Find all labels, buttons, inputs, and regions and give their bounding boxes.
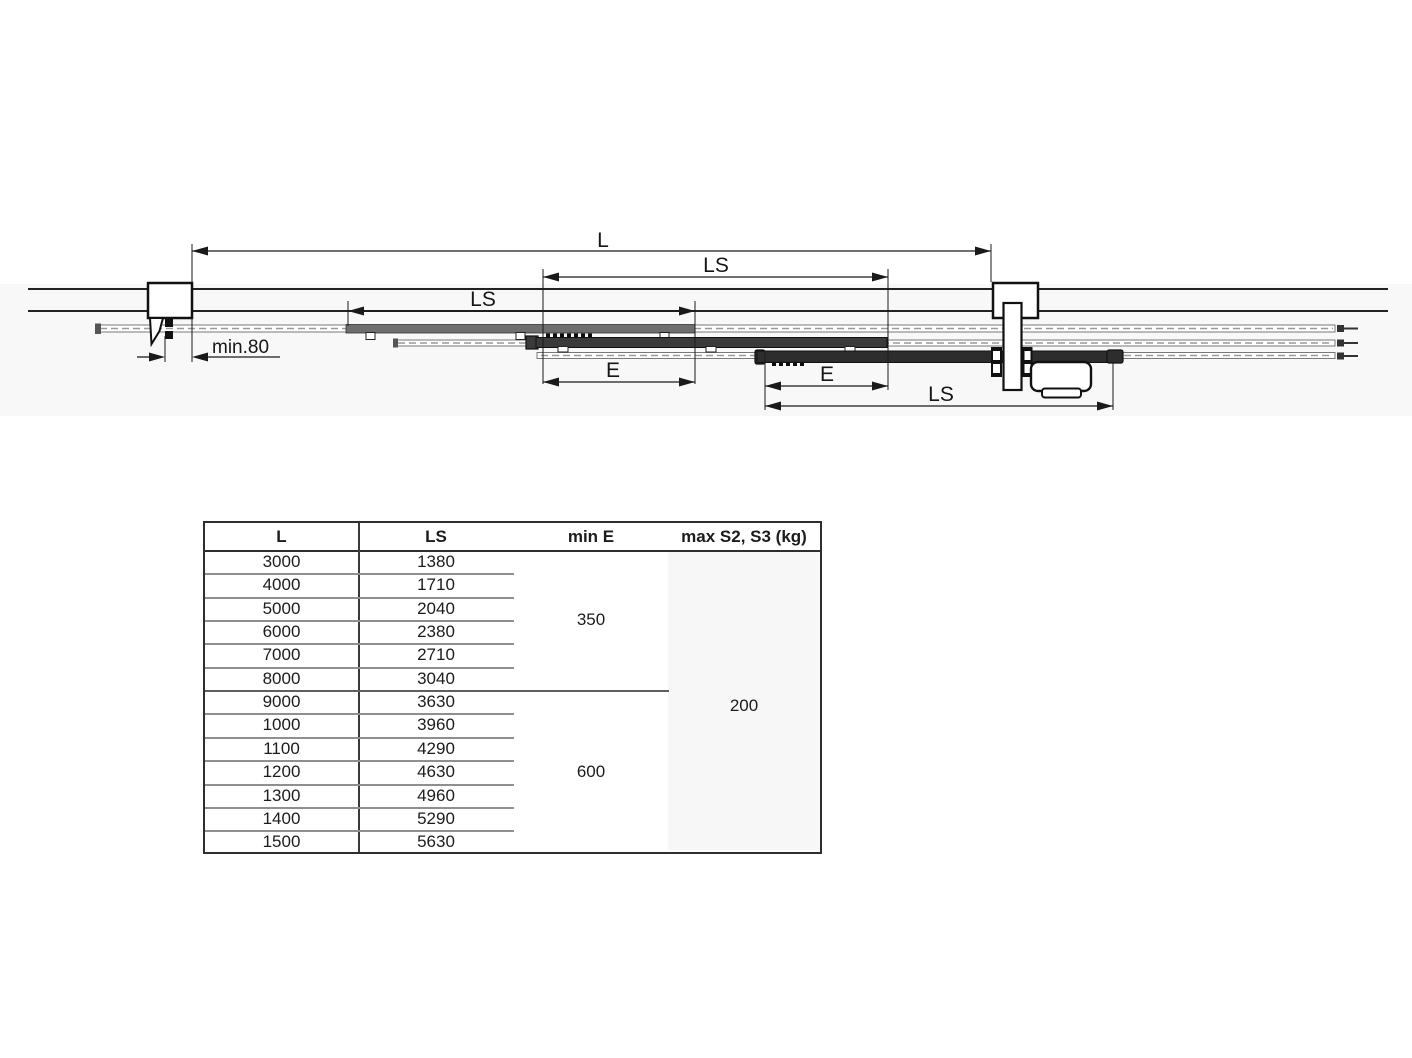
arrowhead-right [872, 273, 888, 282]
cell-l: 8000 [262, 669, 301, 688]
dim-ls-top-label: LS [703, 254, 729, 277]
cell-ls: 1380 [417, 552, 455, 571]
cell-ls: 3040 [417, 669, 455, 688]
table-row [205, 807, 514, 830]
roller-1 [366, 333, 375, 340]
min-e-value-top: 350 [576, 610, 606, 629]
dim-e-left-label: E [605, 359, 621, 382]
dimension-ls-top [543, 254, 888, 282]
cell-l: 7000 [262, 645, 301, 664]
panel-3-right-cap [1107, 350, 1123, 363]
table-row [205, 737, 514, 760]
guide-post [1004, 303, 1022, 390]
cell-ls: 4630 [417, 762, 455, 781]
cell-l: 1500 [262, 832, 301, 851]
table-row [205, 784, 514, 807]
table-row [205, 573, 514, 596]
col-header-ls: LS [425, 527, 447, 546]
roller-5 [706, 347, 716, 353]
cell-l: 1400 [262, 809, 301, 828]
track-middle-end-cap [393, 339, 398, 348]
arrowhead-left [192, 247, 208, 256]
col-header-max-s: max S2, S3 (kg) [681, 527, 807, 546]
table-row [205, 830, 514, 853]
cell-ls: 2710 [417, 645, 455, 664]
cell-ls: 4290 [417, 739, 455, 758]
roller-4 [558, 347, 568, 353]
dim-min80-label: min.80 [212, 337, 270, 358]
cell-l: 1300 [262, 786, 301, 805]
dim-ls-bottom-label: LS [928, 383, 954, 406]
cell-l: 5000 [262, 599, 301, 618]
cell-l: 4000 [262, 575, 301, 594]
spec-table [203, 521, 822, 854]
cell-ls: 2040 [417, 599, 455, 618]
cell-ls: 1710 [417, 575, 455, 594]
cell-l: 3000 [262, 552, 301, 571]
table-row [205, 690, 514, 713]
table-row [205, 597, 514, 620]
cell-ls: 5290 [417, 809, 455, 828]
col-header-l: L [276, 527, 287, 546]
min-e-value-bottom: 600 [576, 762, 606, 781]
carriage-clamp-left [991, 347, 1002, 377]
dimension-l [192, 229, 991, 256]
arrowhead-left [543, 273, 559, 282]
damper-motor-body [1031, 362, 1091, 391]
table-row [205, 760, 514, 783]
track-upper [95, 324, 1335, 335]
max-s-value: 200 [729, 696, 759, 715]
cell-ls: 3630 [417, 692, 455, 711]
cell-ls: 5630 [417, 832, 455, 851]
dim-ls-mid-label: LS [470, 288, 496, 311]
cell-ls: 3960 [417, 715, 455, 734]
damper-motor-foot [1042, 389, 1081, 398]
stop-bolt-1 [165, 319, 173, 327]
col-header-min-e: min E [567, 527, 615, 546]
cell-l: 6000 [262, 622, 301, 641]
arrowhead-right [975, 247, 991, 256]
roller-2 [516, 333, 525, 340]
stop-bolt-2 [165, 331, 173, 339]
dim-l-label: L [597, 229, 609, 252]
cell-l: 1200 [262, 762, 301, 781]
track-upper-end-cap [95, 324, 101, 335]
table-row [205, 550, 514, 573]
table-row [205, 620, 514, 643]
cell-ls: 4960 [417, 786, 455, 805]
cell-ls: 2380 [417, 622, 455, 641]
cell-l: 9000 [262, 692, 301, 711]
table-row [205, 643, 514, 666]
cell-l: 1000 [262, 715, 301, 734]
table-row [205, 713, 514, 736]
dim-e-right-label: E [819, 363, 835, 386]
table-row [205, 667, 514, 690]
sliding-door-diagram [0, 0, 1412, 470]
cell-l: 1100 [263, 739, 300, 758]
